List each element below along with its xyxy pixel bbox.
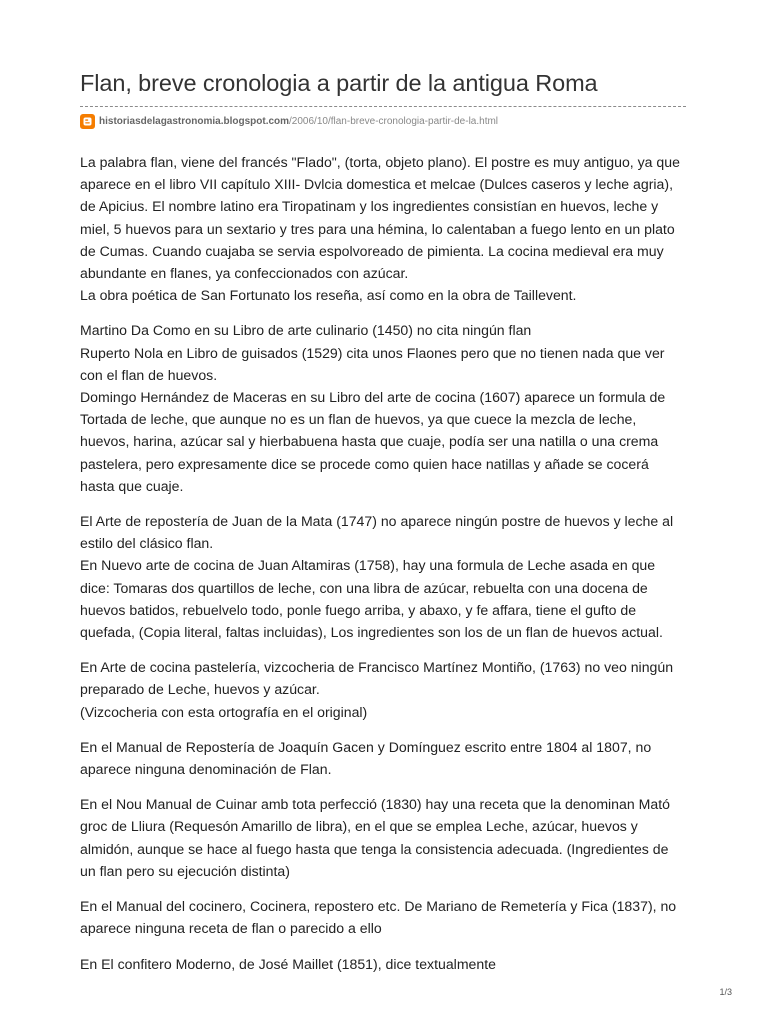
paragraph-line: groc de Lliura (Requesón Amarillo de libra), en el que se emplea Leche, azúcar, huevos y	[80, 818, 638, 835]
blogger-icon	[80, 114, 95, 129]
article-body	[80, 151, 692, 988]
body-paragraph	[80, 895, 692, 939]
body-paragraph	[80, 953, 692, 975]
paragraph-line: de Cumas. Cuando cuajaba se servia espolvoreado de pimienta. La cocina medieval era muy	[80, 242, 664, 259]
paragraph-line: La palabra flan, viene del francés "Flado", (torta, objeto plano). El postre es muy antiguo, ya que	[80, 154, 680, 170]
paragraph-line: aparece ninguna denominación de Flan.	[80, 761, 332, 778]
paragraph-line: En Arte de cocina pastelería, vizcocheria de Francisco Martínez Montiño, (1763) no veo ningún	[80, 659, 674, 676]
paragraph-line: En el Nou Manual de Cuinar amb tota perfecció (1830) hay una receta que la denominan Mató	[80, 796, 670, 813]
body-paragraph	[80, 151, 692, 306]
paragraph-line: estilo del clásico flan.	[80, 535, 214, 552]
body-paragraph	[80, 319, 692, 497]
paragraph-line: pastelera, pero expresamente dice se procede como quien hace natillas y añade se cocerá	[80, 455, 649, 472]
paragraph-line: quefada, (Copia literal, faltas incluidas), Los ingredientes son los de un flan de huevos actual.	[80, 624, 663, 641]
body-paragraph	[80, 510, 692, 643]
paragraph-line: miel, 5 huevos para un sextario y tres para una hémina, lo calentaban a fuego lento en un plato	[80, 220, 675, 237]
paragraph-line: En el Manual de Repostería de Joaquín Gacen y Domínguez escrito entre 1804 al 1807, no	[80, 738, 652, 755]
paragraph-line: preparado de Leche, huevos y azúcar.	[80, 681, 320, 698]
paragraph-line: dice: Tomaras dos quartillos de leche, con una libra de azúcar, rebuelta con una docena de	[80, 579, 648, 596]
paragraph-line: abundante en flanes, ya confeccionados con azúcar.	[80, 265, 409, 282]
blogger-glyph-icon	[82, 116, 93, 127]
paragraph-line: En El confitero Moderno, de José Maillet (1851), dice textualmente	[80, 955, 496, 972]
paragraph-line: hasta que cuaje.	[80, 477, 184, 494]
paragraph-line: huevos batidos, rebuelvelo todo, ponle fuego arriba, y abaxo, y fe affara, tiene el gufto de	[80, 601, 637, 618]
source-url[interactable]	[80, 112, 498, 130]
body-paragraph	[80, 656, 692, 723]
body-paragraph	[80, 736, 692, 780]
paragraph-line: (Vizcocheria con esta ortografía en el original)	[80, 703, 368, 720]
paragraph-line: huevos, harina, azúcar sal y hierbabuena hasta que cuaje, podía ser una natilla o una crema	[80, 433, 659, 450]
paragraph-line: Martino Da Como en su Libro de arte culinario (1450) no cita ningún flan	[80, 322, 532, 339]
paragraph-line: Tortada de leche, que aunque no es un flan de huevos, ya que cuece la mezcla de leche,	[80, 411, 637, 428]
source-domain[interactable]: historiasdelagastronomia.blogspot.com	[99, 115, 290, 127]
paragraph-line: aparece en el libro VII capítulo XIII- Dvlcia domestica et melcae (Dulces caseros y leche agria),	[80, 176, 673, 193]
paragraph-line: Ruperto Nola en Libro de guisados (1529) cita unos Flaones pero que no tienen nada que ver	[80, 344, 665, 361]
page-title: Flan, breve cronologia a partir de la antigua Roma	[80, 70, 598, 96]
source-path[interactable]: /2006/10/flan-breve-cronologia-partir-de-la.html	[289, 115, 499, 127]
paragraph-line: con el flan de huevos.	[80, 366, 218, 383]
title-divider	[80, 106, 686, 107]
paragraph-line: En Nuevo arte de cocina de Juan Altamiras (1758), hay una formula de Leche asada en que	[80, 557, 656, 574]
body-paragraph	[80, 793, 692, 882]
page-number: 1/3	[719, 987, 732, 997]
paragraph-line: de Apicius. El nombre latino era Tiropatinam y los ingredientes consistían en huevos, leche y	[80, 198, 659, 215]
paragraph-line: Domingo Hernández de Maceras en su Libro del arte de cocina (1607) aparece un formula de	[80, 389, 666, 406]
paragraph-line: En el Manual del cocinero, Cocinera, repostero etc. De Mariano de Remetería y Fica (1837), no	[80, 898, 677, 915]
paragraph-line: un flan pero su ejecución distinta)	[80, 862, 290, 879]
paragraph-line: La obra poética de San Fortunato los reseña, así como en la obra de Taillevent.	[80, 287, 577, 304]
paragraph-line: aparece ninguna receta de flan o parecido a ello	[80, 920, 382, 937]
paragraph-line: El Arte de repostería de Juan de la Mata (1747) no aparece ningún postre de huevos y leche al	[80, 513, 674, 530]
paragraph-line: almidón, aunque se hace al fuego hasta que tenga la consistencia adecuada. (Ingredientes de	[80, 840, 669, 857]
